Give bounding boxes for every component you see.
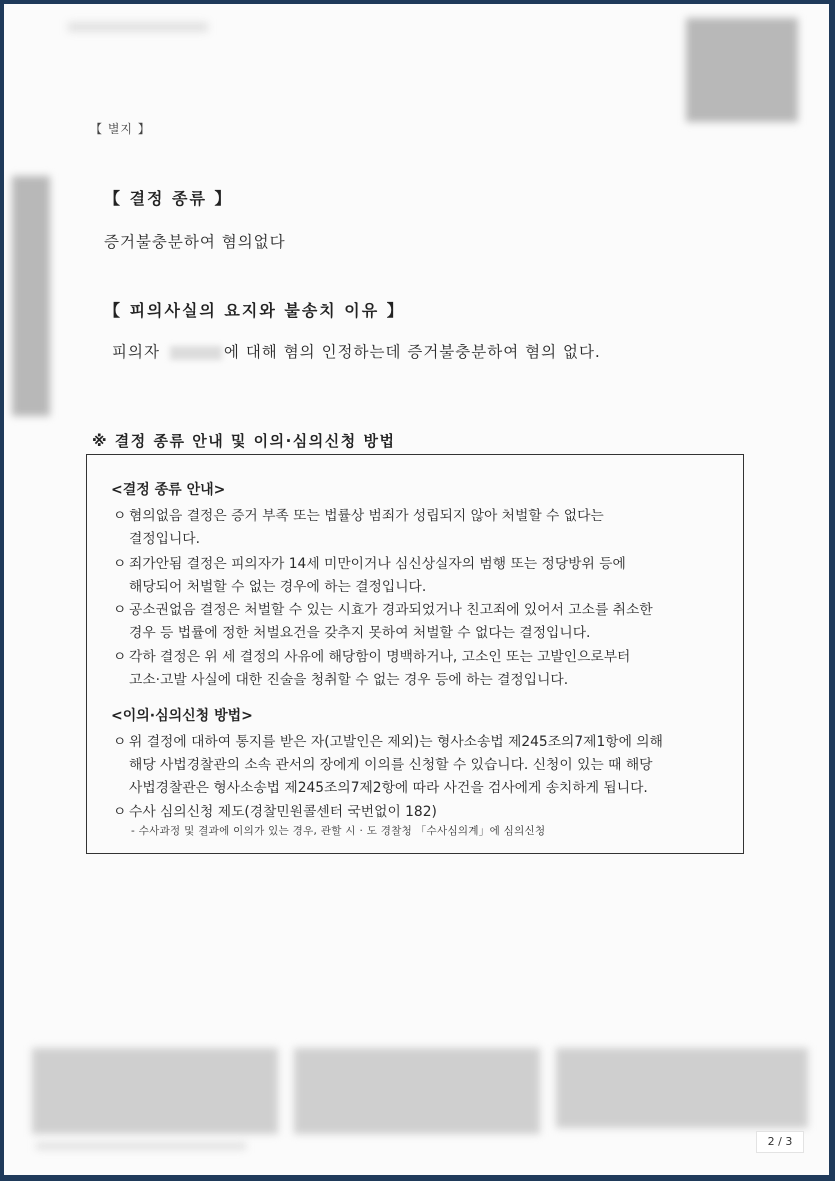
- redacted-side-stamp: [12, 176, 50, 416]
- redacted-footer-text: [36, 1142, 246, 1150]
- notice-title: ※ 결정 종류 안내 및 이의·심의신청 방법: [92, 432, 396, 450]
- guide-item-no-suspicion: ㅇ 혐의없음 결정은 증거 부족 또는 법률상 범죄가 성립되지 않아 처벌할 수 없다는 결정입니다.: [113, 505, 604, 551]
- decision-type-heading: 【 결정 종류 】: [104, 189, 233, 208]
- summary-heading: 【 피의사실의 요지와 불송치 이유 】: [104, 301, 405, 320]
- decision-type-value: 증거불충분하여 혐의없다: [104, 233, 286, 251]
- appeal-review-detail: - 수사과정 및 결과에 이의가 있는 경우, 관할 시 · 도 경찰청 「수사심의계」에 심의신청: [131, 825, 546, 837]
- page-indicator: 2 / 3: [756, 1131, 804, 1153]
- appeal-item-review: ㅇ 수사 심의신청 제도(경찰민원콜센터 국번없이 182): [113, 801, 437, 824]
- guide-item-dismissal: ㅇ 각하 결정은 위 세 결정의 사유에 해당함이 명백하거나, 고소인 또는 고발인으로부터 고소·고발 사실에 대한 진술을 청취할 수 없는 경우 등에 하는 결정입니다.: [113, 646, 630, 692]
- guide-item-no-prosecution-right: ㅇ 공소권없음 결정은 처벌할 수 있는 시효가 경과되었거나 친고죄에 있어서 고소를 취소한 경우 등 법률에 정한 처벌요건을 갖추지 못하여 처벌할 수 없다는 결정입니다.: [113, 599, 653, 645]
- appeal-item-objection: ㅇ 위 결정에 대하여 통지를 받은 자(고발인은 제외)는 형사소송법 제245조의7제1항에 의해 해당 사법경찰관의 소속 관서의 장에게 이의를 신청할 수 있습니다. 신청이 있는 때 해당 사법경찰관은 형사소송법 제245조의7제2항에 따라 사건을 검사에게 송치하게 됩니다.: [113, 731, 663, 800]
- redacted-footer-seal-2: [294, 1048, 540, 1134]
- bullet-icon: ㅇ: [113, 804, 127, 820]
- redacted-header-text: [68, 22, 208, 32]
- summary-text-line: [112, 340, 601, 362]
- guidance-box: [86, 454, 744, 854]
- bullet-icon: ㅇ: [113, 734, 127, 750]
- redacted-qr-code: [686, 18, 798, 122]
- redacted-footer-seal-3: [556, 1048, 808, 1128]
- bullet-icon: ㅇ: [113, 556, 127, 572]
- annex-label: 【 별지 】: [90, 122, 151, 136]
- guide-heading: <결정 종류 안내>: [111, 482, 226, 498]
- bullet-icon: ㅇ: [113, 602, 127, 618]
- bullet-icon: ㅇ: [113, 649, 127, 665]
- bullet-icon: ㅇ: [113, 508, 127, 524]
- redacted-footer-seal-1: [32, 1048, 278, 1134]
- redacted-suspect-name: [170, 346, 222, 360]
- appeal-heading: <이의·심의신청 방법>: [111, 708, 253, 724]
- document-page: [4, 4, 829, 1175]
- guide-item-not-guilty: ㅇ 죄가안됨 결정은 피의자가 14세 미만이거나 심신상실자의 범행 또는 정당방위 등에 해당되어 처벌할 수 없는 경우에 하는 결정입니다.: [113, 553, 626, 599]
- suspect-label: 피의자: [112, 343, 160, 361]
- summary-text: 에 대해 혐의 인정하는데 증거불충분하여 혐의 없다.: [223, 343, 601, 361]
